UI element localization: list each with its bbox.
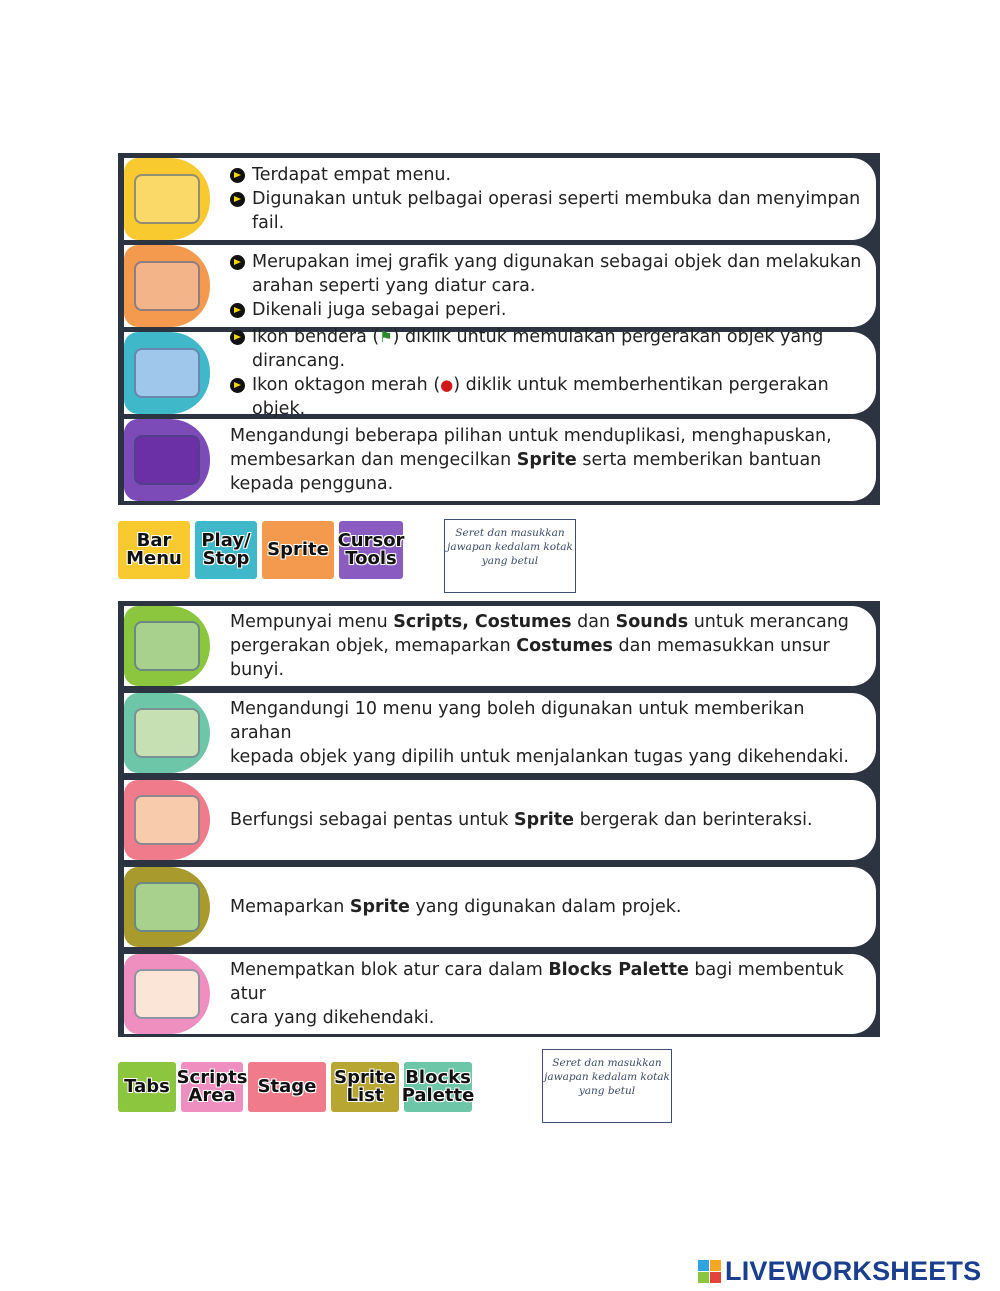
green-flag-icon: ⚑ — [379, 328, 393, 346]
arrow-bullet-icon — [230, 330, 245, 345]
red-stop-icon: ● — [440, 376, 454, 394]
answer-chip[interactable]: Cursor Tools — [339, 521, 403, 579]
description-line — [230, 808, 866, 832]
answer-chip[interactable]: Tabs — [118, 1062, 176, 1112]
bold-term: Sprite — [349, 897, 410, 917]
logo-square — [698, 1260, 709, 1271]
text-segment: kepada pengguna. — [230, 474, 394, 494]
text-segment: Menempatkan blok atur cara dalam — [230, 960, 549, 980]
description-line — [230, 895, 866, 919]
answer-chip[interactable]: Play/ Stop — [195, 521, 257, 579]
description-line — [230, 373, 866, 421]
question-row — [124, 327, 876, 419]
arrow-bullet-icon — [230, 303, 245, 318]
description-line — [230, 424, 866, 448]
row-description — [230, 895, 866, 919]
question-row — [124, 693, 876, 773]
logo-mark-icon — [698, 1260, 721, 1283]
description-line — [230, 274, 866, 298]
answer-drop-box[interactable] — [134, 174, 200, 224]
question-row — [124, 158, 876, 240]
row-description — [230, 958, 866, 1030]
description-line — [230, 610, 866, 634]
bold-term: Blocks Palette — [548, 960, 689, 980]
description-line — [230, 697, 866, 745]
logo-text: LIVEWORKSHEETS — [725, 1256, 982, 1286]
description-line — [230, 448, 866, 472]
text-segment: Merupakan imej grafik yang digunakan sebagai objek dan melakukan — [252, 252, 862, 272]
answer-drop-box[interactable] — [134, 435, 200, 485]
arrow-bullet-icon — [230, 255, 245, 270]
text-segment: Ikon oktagon merah ( — [252, 375, 441, 395]
text-segment: serta memberikan bantuan — [576, 450, 822, 470]
text-segment: yang digunakan dalam projek. — [409, 897, 682, 917]
text-segment: Mengandungi beberapa pilihan untuk menduplikasi, menghapuskan, — [230, 426, 832, 446]
text-segment: Ikon bendera ( — [252, 327, 380, 347]
text-segment: Dikenali juga sebagai peperi. — [252, 300, 507, 320]
row-description — [230, 808, 866, 832]
bold-term: Sprite — [516, 450, 577, 470]
row-description — [230, 325, 866, 421]
row-description — [230, 697, 866, 769]
answer-chip[interactable]: Stage — [248, 1062, 326, 1112]
answer-drop-box[interactable] — [134, 882, 200, 932]
row-description — [230, 163, 866, 235]
description-line — [230, 325, 866, 373]
answer-drop-box[interactable] — [134, 795, 200, 845]
answer-options-2 — [118, 1062, 475, 1112]
text-segment: Memaparkan — [230, 897, 350, 917]
row-description — [230, 424, 866, 496]
description-line — [230, 472, 866, 496]
answer-drop-box[interactable] — [134, 969, 200, 1019]
instruction-box-1: Seret dan masukkan jawapan kedalam kotak yang betul — [444, 519, 576, 593]
text-segment: Digunakan untuk pelbagai operasi seperti membuka dan menyimpan fail. — [252, 189, 861, 233]
question-row — [124, 606, 876, 686]
description-line — [230, 958, 866, 1006]
description-line — [230, 634, 866, 682]
question-row — [124, 780, 876, 860]
text-segment: Mempunyai menu — [230, 612, 394, 632]
instruction-box-2: Seret dan masukkan jawapan kedalam kotak yang betul — [542, 1049, 672, 1123]
text-segment: arahan seperti yang diatur cara. — [252, 276, 536, 296]
bold-term: Scripts, Costumes — [393, 612, 572, 632]
answer-chip[interactable]: Blocks Palette — [404, 1062, 472, 1112]
text-segment: dan memasukkan unsur bunyi. — [230, 636, 830, 680]
question-panel-2 — [118, 601, 880, 1037]
bold-term: Sprite — [514, 810, 574, 830]
text-segment: bergerak dan berinteraksi. — [574, 810, 813, 830]
answer-chip[interactable]: Sprite — [262, 521, 334, 579]
answer-options-1 — [118, 521, 403, 579]
text-segment: pergerakan objek, memaparkan — [230, 636, 517, 656]
row-description — [230, 610, 866, 682]
answer-drop-box[interactable] — [134, 621, 200, 671]
description-line — [230, 187, 866, 235]
text-segment: Terdapat empat menu. — [252, 165, 452, 185]
text-segment: ) diklik untuk memulakan pergerakan objek yang dirancang. — [252, 327, 824, 371]
description-line — [230, 1006, 866, 1030]
answer-chip[interactable]: Scripts Area — [181, 1062, 243, 1112]
logo-square — [710, 1272, 721, 1283]
question-row — [124, 419, 876, 501]
logo-square — [710, 1260, 721, 1271]
text-segment: Berfungsi sebagai pentas untuk — [230, 810, 514, 830]
question-row — [124, 954, 876, 1034]
bold-term: Sounds — [615, 612, 689, 632]
question-panel-1 — [118, 153, 880, 505]
answer-drop-box[interactable] — [134, 348, 200, 398]
answer-chip[interactable]: Bar Menu — [118, 521, 190, 579]
text-segment: bagi membentuk atur — [230, 960, 844, 1004]
arrow-bullet-icon — [230, 168, 245, 183]
logo-square — [698, 1272, 709, 1283]
arrow-bullet-icon — [230, 378, 245, 393]
question-row — [124, 245, 876, 327]
description-line — [230, 298, 866, 322]
text-segment: kepada objek yang dipilih untuk menjalankan tugas yang dikehendaki. — [230, 747, 849, 767]
text-segment: membesarkan dan mengecilkan — [230, 450, 517, 470]
liveworksheets-logo — [698, 1256, 981, 1287]
text-segment: untuk merancang — [688, 612, 849, 632]
arrow-bullet-icon — [230, 192, 245, 207]
text-segment: cara yang dikehendaki. — [230, 1008, 435, 1028]
answer-drop-box[interactable] — [134, 261, 200, 311]
description-line — [230, 745, 866, 769]
answer-drop-box[interactable] — [134, 708, 200, 758]
text-segment: dan — [571, 612, 616, 632]
text-segment: ) diklik untuk memberhentikan pergerakan objek. — [252, 375, 829, 419]
answer-chip[interactable]: Sprite List — [331, 1062, 399, 1112]
bold-term: Costumes — [516, 636, 613, 656]
text-segment: Mengandungi 10 menu yang boleh digunakan untuk memberikan arahan — [230, 699, 805, 743]
description-line — [230, 250, 866, 274]
row-description — [230, 250, 866, 322]
question-row — [124, 867, 876, 947]
description-line — [230, 163, 866, 187]
